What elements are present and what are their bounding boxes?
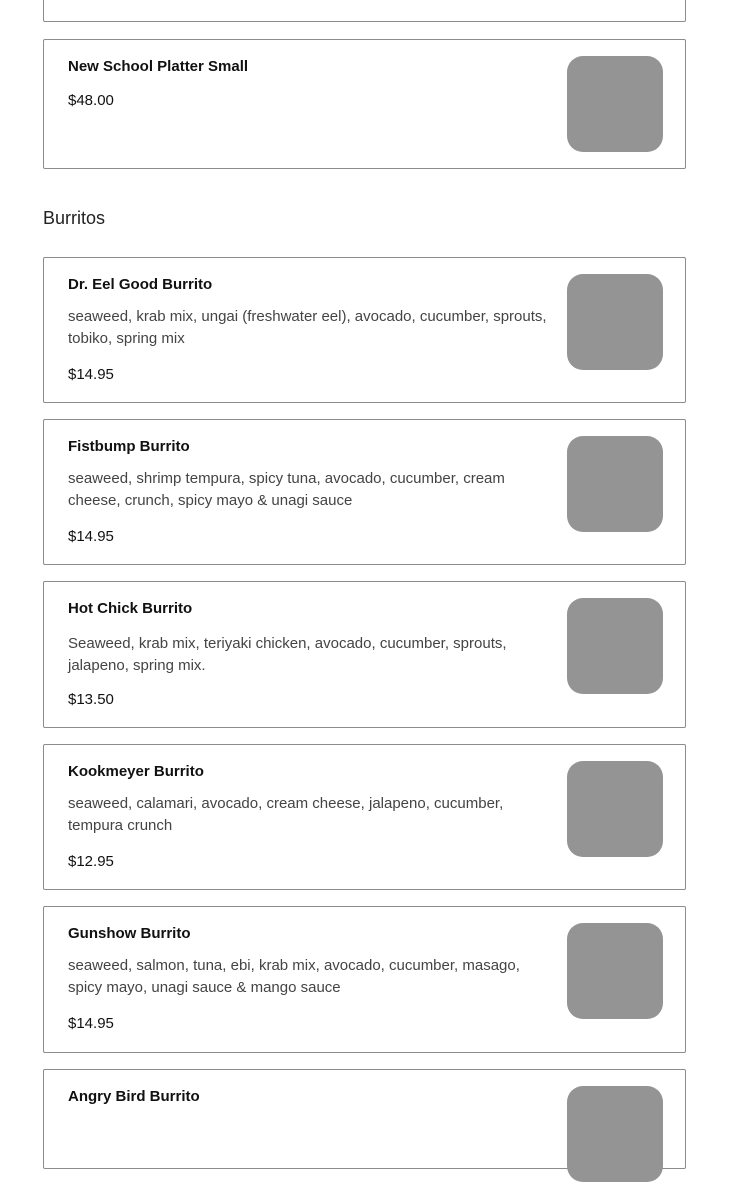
item-image-placeholder <box>567 761 663 857</box>
menu-item-card[interactable] <box>43 39 686 169</box>
item-image-placeholder <box>567 1086 663 1182</box>
item-image-placeholder <box>567 436 663 532</box>
menu-item-card[interactable] <box>43 257 686 403</box>
item-image-placeholder <box>567 274 663 370</box>
menu-item-card[interactable] <box>43 906 686 1053</box>
item-name: New School Platter Small <box>68 58 249 75</box>
item-description: seaweed, krab mix, ungai (freshwater eel), avocado, cucumber, sprouts, tobiko, spring mix <box>68 308 547 347</box>
item-name: Angry Bird Burrito <box>68 1088 200 1105</box>
item-name: Gunshow Burrito <box>68 925 191 942</box>
menu-item-card[interactable] <box>43 419 686 565</box>
item-description: seaweed, shrimp tempura, spicy tuna, avocado, cucumber, cream cheese, crunch, spicy mayo & unagi sauce <box>68 470 505 509</box>
item-image-placeholder <box>567 56 663 152</box>
item-price: $14.95 <box>68 1015 114 1032</box>
item-name: Hot Chick Burrito <box>68 600 193 617</box>
item-description: seaweed, salmon, tuna, ebi, krab mix, avocado, cucumber, masago, spicy mayo, unagi sauce & mango sauce <box>68 957 520 996</box>
item-price: $48.00 <box>68 92 114 109</box>
menu-item-card-partial[interactable] <box>43 0 686 22</box>
item-price: $14.95 <box>68 528 114 545</box>
item-name: Fistbump Burrito <box>68 438 190 455</box>
item-price: $14.95 <box>68 366 114 383</box>
item-description: seaweed, calamari, avocado, cream cheese, jalapeno, cucumber, tempura crunch <box>68 795 504 834</box>
item-price: $13.50 <box>68 691 114 708</box>
menu-item-card[interactable] <box>43 581 686 728</box>
menu-item-card[interactable] <box>43 744 686 890</box>
menu-item-card[interactable] <box>43 1069 686 1169</box>
item-price: $12.95 <box>68 853 114 870</box>
item-description: Seaweed, krab mix, teriyaki chicken, avocado, cucumber, sprouts, jalapeno, spring mix. <box>68 635 507 674</box>
item-image-placeholder <box>567 598 663 694</box>
item-name: Dr. Eel Good Burrito <box>68 276 213 293</box>
item-name: Kookmeyer Burrito <box>68 763 204 780</box>
item-image-placeholder <box>567 923 663 1019</box>
section-heading-burritos: Burritos <box>43 208 106 228</box>
